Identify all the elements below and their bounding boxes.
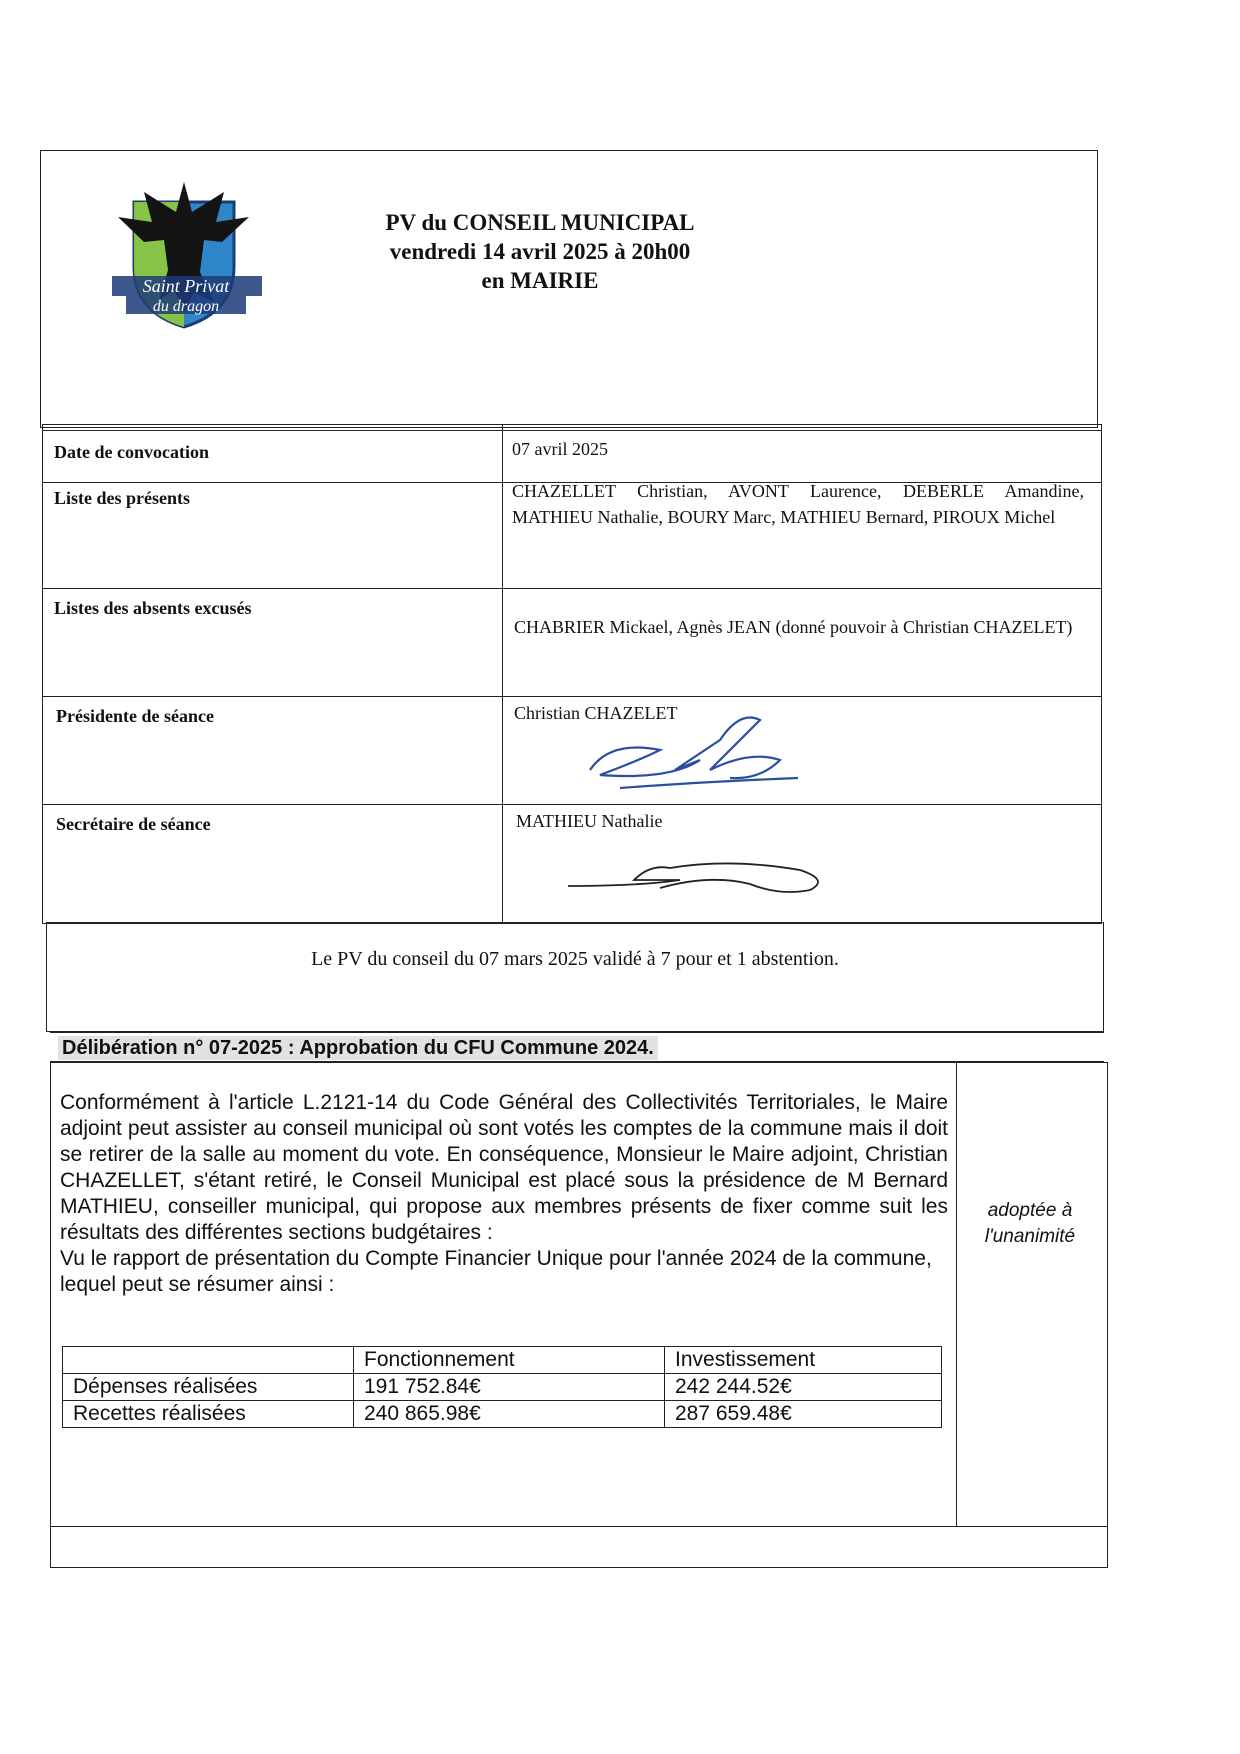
pv-validation-note: Le PV du conseil du 07 mars 2025 validé à 7 pour et 1 abstention. — [311, 948, 839, 970]
info-table-top-double — [42, 430, 1102, 431]
dragon-crest-icon — [104, 172, 264, 332]
financial-table — [62, 1346, 942, 1428]
table-header-fonctionnement: Fonctionnement — [354, 1347, 665, 1374]
table-header-investissement: Investissement — [665, 1347, 942, 1374]
title-line-3: en MAIRIE — [481, 268, 599, 293]
row-divider-3 — [42, 696, 1102, 697]
deliberation-paragraph-2: Vu le rapport de présentation du Compte Financier Unique pour l'année 2024 de la commune, lequel peut se résumer ainsi : — [60, 1247, 932, 1296]
decision-column-divider — [956, 1062, 957, 1526]
deliberation-bottom-divider — [50, 1526, 1108, 1527]
absents-value: CHABRIER Mickael, Agnès JEAN (donné pouvoir à Christian CHAZELET) — [514, 617, 1073, 637]
row-divider-4 — [42, 804, 1102, 805]
presidente-value: Christian CHAZELET — [514, 703, 678, 723]
pv-note-box — [46, 922, 1104, 1032]
logo-text-line1: Saint Privat — [142, 276, 230, 296]
deliberation-body — [60, 1090, 948, 1298]
presents-label: Liste des présents — [54, 488, 190, 508]
secretaire-label: Secrétaire de séance — [56, 814, 211, 834]
recettes-fonctionnement: 240 865.98€ — [354, 1401, 665, 1428]
row-divider-2 — [42, 588, 1102, 589]
table-header-cell — [63, 1347, 354, 1374]
recettes-investissement: 287 659.48€ — [665, 1401, 942, 1428]
absents-label: Listes des absents excusés — [54, 598, 252, 618]
title-line-1: PV du CONSEIL MUNICIPAL — [385, 210, 695, 235]
page-title — [330, 208, 750, 295]
secretaire-signature — [560, 840, 840, 900]
row-label-depenses: Dépenses réalisées — [63, 1374, 354, 1401]
deliberation-paragraph-1: Conformément à l'article L.2121-14 du Code Général des Collectivités Territoriales, le Maire adjoint peut assister au conseil municipal où sont votés les comptes de la commune mais il doit se retirer de la salle au moment du vote. En conséquence, Monsieur le Maire adjoint, Christian CHAZELLET, s'étant retiré, le Conseil Municipal est placé sous la présidence de M Bernard MATHIEU, conseiller municipal, qui propose aux membres présents de fixer comme suit les résultats des différentes sections budgétaires : — [60, 1091, 948, 1244]
convocation-label: Date de convocation — [54, 442, 209, 462]
table-header-row — [63, 1347, 942, 1374]
table-row — [63, 1401, 942, 1428]
presidente-signature — [580, 700, 810, 800]
depenses-investissement: 242 244.52€ — [665, 1374, 942, 1401]
convocation-value: 07 avril 2025 — [512, 439, 608, 459]
logo — [104, 172, 264, 332]
info-column-divider — [502, 424, 503, 924]
secretaire-value: MATHIEU Nathalie — [516, 811, 663, 831]
presents-value: CHAZELLET Christian, AVONT Laurence, DEBERLE Amandine, MATHIEU Nathalie, BOURY Marc, MATHIEU Bernard, PIROUX Michel — [512, 481, 1084, 527]
title-line-2: vendredi 14 avril 2025 à 20h00 — [389, 239, 691, 264]
table-row — [63, 1374, 942, 1401]
deliberation-title: Délibération n° 07-2025 : Approbation du CFU Commune 2024. — [58, 1036, 658, 1060]
decision-note: adoptée à l'unanimité — [984, 1200, 1076, 1247]
depenses-fonctionnement: 191 752.84€ — [354, 1374, 665, 1401]
presidente-label: Présidente de séance — [56, 706, 214, 726]
row-label-recettes: Recettes réalisées — [63, 1401, 354, 1428]
logo-text-line2: du dragon — [152, 298, 220, 315]
